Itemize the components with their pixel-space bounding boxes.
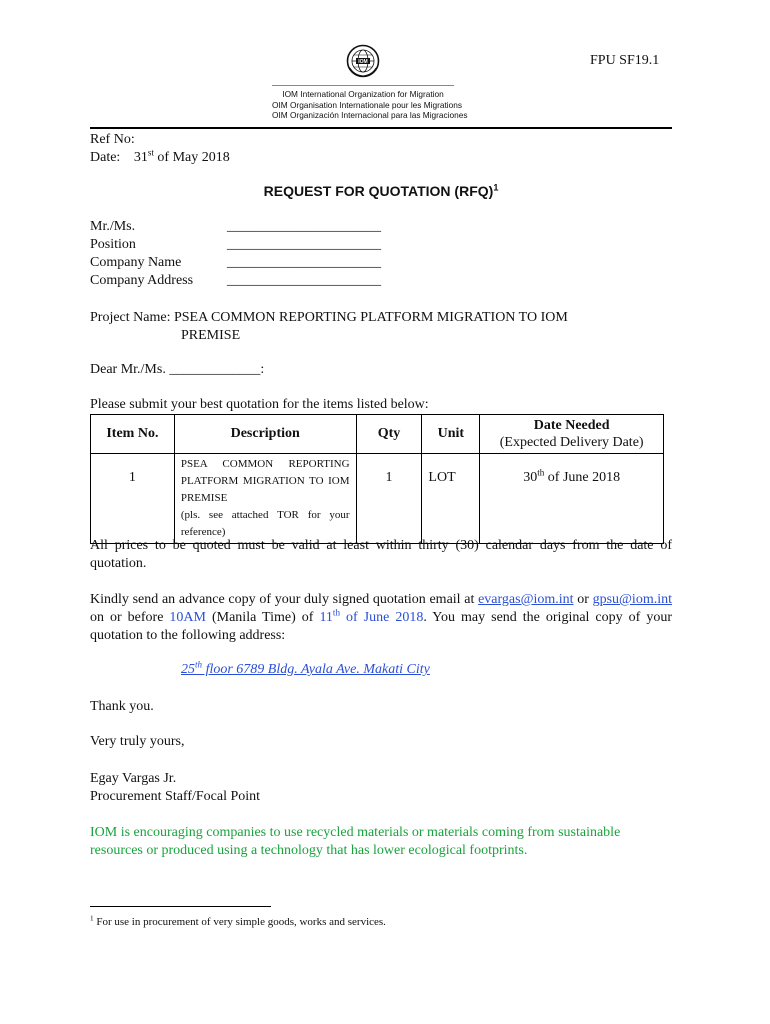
items-table [90, 414, 664, 544]
thank-you: Thank you. [90, 699, 154, 714]
addressee-row [90, 254, 381, 272]
advance-pre: Kindly send an advance copy of your duly signed quotation email at [90, 592, 479, 607]
deadline-time: 10AM [169, 610, 206, 625]
org-name-en: IOM International Organization for Migration [282, 89, 444, 99]
iom-logo [272, 44, 468, 121]
header-item-no: Item No. [91, 415, 175, 454]
advance-post: . You may send the original copy of your quotation to the following address: [90, 610, 672, 643]
document-title [90, 183, 672, 199]
footnote-text: For use in procurement of very simple goods, works and services. [96, 916, 386, 928]
eco-note: IOM is encouraging companies to use recycled materials or materials coming from sustainable resources or produced using a technology that has lower ecological footprints. [90, 825, 621, 858]
signer-title: Procurement Staff/Focal Point [90, 789, 261, 804]
addressee-blank: ______________________ [227, 219, 381, 234]
addressee-blank: ______________________ [227, 237, 381, 252]
title-text: REQUEST FOR QUOTATION (RFQ) [263, 183, 494, 199]
advance-copy-paragraph [90, 591, 672, 645]
addressee-block [90, 218, 381, 290]
date-line [90, 149, 230, 167]
addressee-row [90, 272, 381, 290]
header-qty: Qty [356, 415, 422, 454]
date-needed-title: Date Needed [533, 418, 610, 433]
submit-instruction: Please submit your best quotation for the items listed below: [90, 397, 429, 412]
ref-no-label: Ref No: [90, 132, 135, 147]
header-unit: Unit [422, 415, 480, 454]
addressee-row [90, 218, 381, 236]
date-value [124, 147, 230, 165]
footnote-rule [90, 906, 271, 907]
addressee-label: Mr./Ms. [90, 219, 136, 234]
svg-text:IOM: IOM [358, 59, 368, 65]
signer-name: Egay Vargas Jr. [90, 771, 177, 786]
closing: Very truly yours, [90, 734, 185, 749]
header-rule [90, 127, 672, 129]
address-suffix: th [195, 659, 203, 670]
addressee-label: Company Address [90, 273, 194, 288]
date-suffix: st [147, 147, 154, 158]
form-code: FPU SF19.1 [590, 53, 660, 68]
cell-unit: LOT [422, 454, 480, 544]
header-date-needed [480, 415, 664, 454]
address-num: 25 [181, 662, 195, 677]
delivery-rest: of June 2018 [544, 470, 621, 485]
delivery-day: 30 [523, 470, 538, 485]
cell-qty: 1 [356, 454, 422, 544]
deadline-time-note: (Manila Time) of [205, 610, 320, 625]
iom-emblem-icon [346, 44, 380, 78]
addressee-blank: ______________________ [227, 273, 381, 288]
addressee-row [90, 236, 381, 254]
cell-item-no: 1 [91, 454, 175, 544]
org-name-es: OIM Organización Internacional para las Migraciones [272, 110, 468, 120]
deadline-suffix: th [332, 607, 340, 618]
logo-divider [272, 85, 454, 86]
address-link[interactable] [181, 659, 430, 677]
deadline-date [319, 607, 424, 625]
addressee-label: Position [90, 237, 136, 252]
table-header-row [91, 415, 664, 454]
mailing-address [181, 659, 430, 678]
date-day: 31 [133, 150, 148, 165]
footnote [90, 916, 386, 928]
salutation: Dear Mr./Ms. _____________: [90, 362, 265, 377]
email-link-gpsu[interactable]: gpsu@iom.int [592, 592, 672, 607]
address-rest: floor 6789 Bldg. Ayala Ave. Makati City [202, 662, 430, 677]
title-footnote-mark: 1 [493, 182, 499, 193]
project-value-line1: PSEA COMMON REPORTING PLATFORM MIGRATION TO IOM [173, 310, 568, 325]
table-row [91, 454, 664, 544]
header-description: Description [174, 415, 356, 454]
delivery-suffix: th [537, 467, 545, 478]
reference-block [90, 131, 230, 167]
project-value-line2: PREMISE [181, 328, 241, 343]
deadline-rest: of June 2018 [340, 610, 424, 625]
advance-mid: on or before [90, 610, 170, 625]
addressee-blank: ______________________ [227, 255, 381, 270]
org-name-fr: OIM Organisation Internationale pour les Migrations [272, 99, 463, 110]
validity-paragraph: All prices to be quoted must be valid at least within thirty (30) calendar days from the date of quotation. [90, 538, 672, 571]
signature-block [90, 770, 260, 806]
description-note: (pls. see attached TOR for your reference) [180, 509, 350, 538]
deadline-day: 11 [319, 610, 333, 625]
addressee-label: Company Name [90, 255, 182, 270]
description-text: PSEA COMMON REPORTING PLATFORM MIGRATION TO IOM PREMISE [180, 458, 350, 504]
project-label: Project Name: [90, 310, 171, 325]
email-link-evargas[interactable]: evargas@iom.int [478, 592, 574, 607]
cell-description [174, 454, 356, 544]
date-needed-subtitle: (Expected Delivery Date) [499, 435, 644, 450]
advance-or: or [573, 592, 593, 607]
project-name [90, 309, 650, 345]
footnote-mark: 1 [90, 914, 94, 923]
date-rest: of May 2018 [153, 150, 230, 165]
cell-date-needed [480, 454, 664, 544]
date-label: Date: [90, 150, 121, 165]
